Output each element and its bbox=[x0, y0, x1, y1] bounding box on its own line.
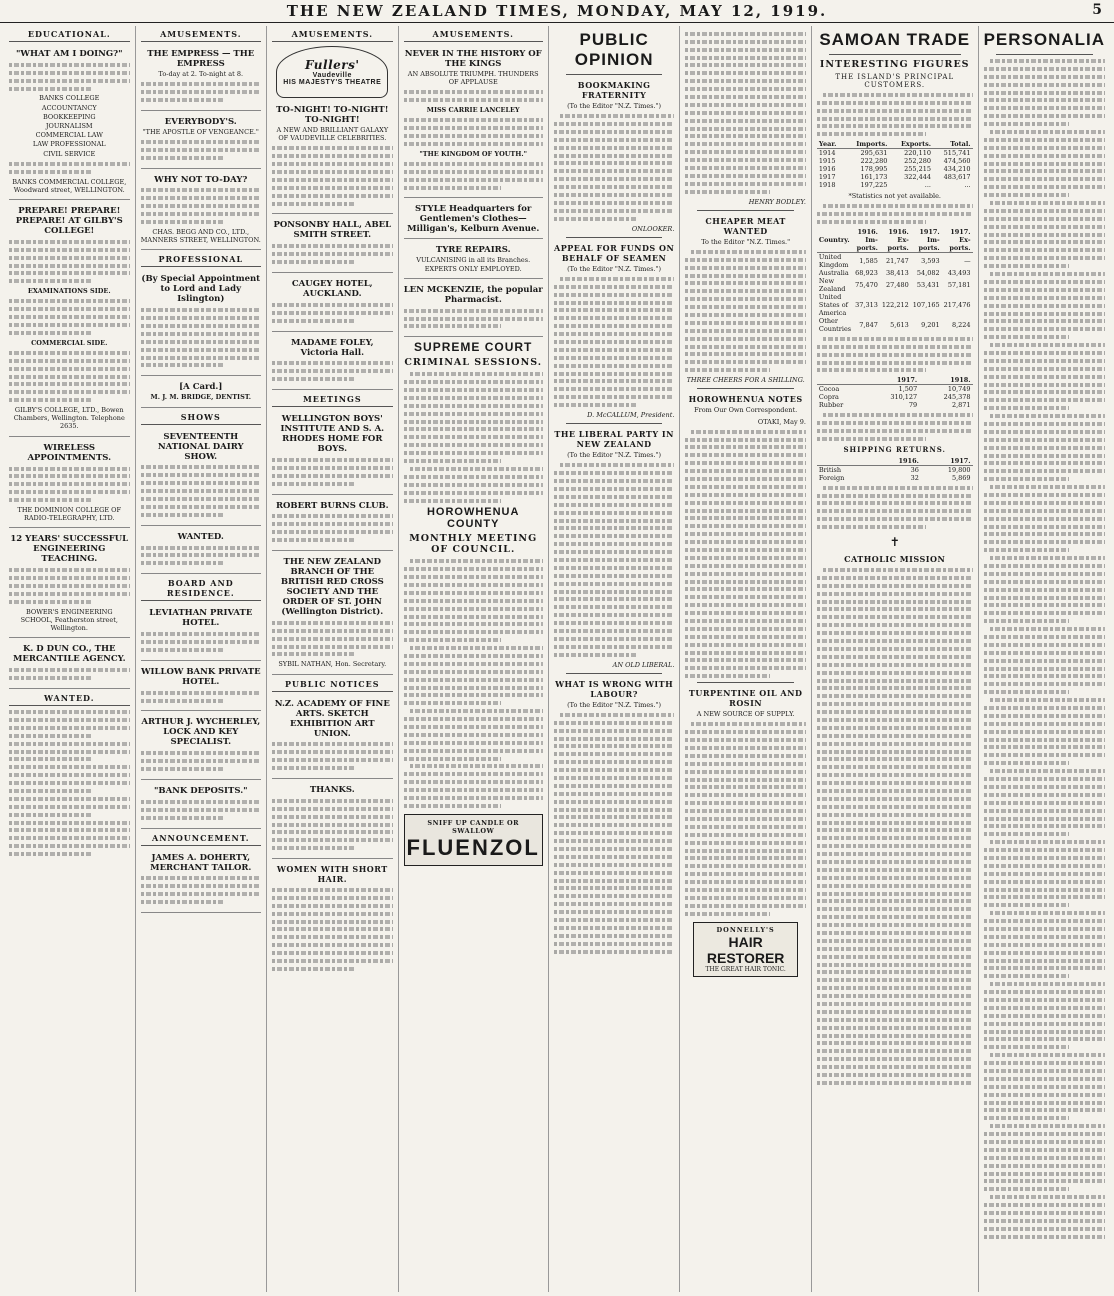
table-header bbox=[817, 376, 866, 385]
ad-madame-foley bbox=[272, 335, 393, 391]
table-cell: 38,413 bbox=[886, 269, 909, 277]
table-row bbox=[817, 181, 973, 189]
table-cell: 19,800 bbox=[947, 465, 971, 474]
section-header-amusements: AMUSEMENTS. bbox=[404, 28, 543, 42]
section-header-amusements: AMUSEMENTS. bbox=[141, 28, 262, 42]
table-row bbox=[817, 149, 973, 158]
page-number: 5 bbox=[1092, 2, 1102, 18]
ad-footer: THE DOMINION COLLEGE OF RADIO-TELEGRAPHY, LTD. bbox=[17, 506, 121, 523]
table-cell: 217,476 bbox=[943, 301, 971, 309]
donnelly-hair-restorer-ad bbox=[693, 922, 798, 977]
ad-heading: THANKS. bbox=[309, 785, 355, 796]
table-cell: 3,593 bbox=[921, 257, 940, 265]
shipping-returns-heading: SHIPPING RETURNS. bbox=[843, 444, 946, 454]
ad-heading: TYRE REPAIRS. bbox=[435, 245, 511, 256]
samoan-trade-article bbox=[817, 486, 973, 529]
table-row bbox=[817, 157, 973, 165]
table-cell: ... bbox=[924, 181, 931, 190]
ad-everybodys bbox=[141, 114, 262, 169]
table-header: 1918. bbox=[919, 376, 972, 385]
letter-address: To the Editor "N.Z. Times." bbox=[701, 237, 791, 246]
ad-footer: BANKS COMMERCIAL COLLEGE, Woodward street, WELLINGTON. bbox=[12, 177, 127, 194]
ad-heading: PREPARE! PREPARE! PREPARE! AT GILBY'S COLLEGE! bbox=[15, 205, 123, 236]
page-columns bbox=[4, 26, 1110, 1292]
table-cell: Copra bbox=[818, 393, 839, 402]
cross-icon: ✝ bbox=[889, 535, 900, 550]
letter-address: (To the Editor "N.Z. Times.") bbox=[567, 700, 662, 709]
county-council-article bbox=[404, 559, 543, 808]
ad-text: M. J. M. BRIDGE, DENTIST. bbox=[150, 393, 252, 402]
samoan-trade-heading: SAMOAN TRADE bbox=[819, 30, 971, 49]
samoan-trade-article bbox=[817, 337, 973, 373]
section-header-educational: EDUCATIONAL. bbox=[9, 28, 130, 42]
ad-kings-theatre bbox=[404, 46, 543, 198]
letter-signature: HENRY BODLEY. bbox=[748, 197, 806, 206]
ad-footer: CHAS. BEGG AND CO., LTD., MANNERS STREET, WELLINGTON. bbox=[140, 227, 261, 245]
letter-signature: ONLOOKER. bbox=[631, 224, 675, 233]
ad-heading: [A Card.] bbox=[179, 382, 223, 393]
table-cell: Foreign bbox=[818, 473, 845, 482]
article-heading: CHEAPER MEAT WANTED bbox=[705, 215, 786, 236]
ad-red-cross bbox=[272, 554, 393, 675]
article-heading: WOMEN WITH SHORT HAIR. bbox=[276, 864, 388, 885]
ad-line: ACCOUNTANCY bbox=[41, 103, 97, 112]
table-cell: 9,201 bbox=[921, 321, 940, 329]
donnelly-tagline: THE GREAT HAIR TONIC. bbox=[705, 965, 786, 973]
ad-heading: LEN MCKENZIE, the popular Pharmacist. bbox=[403, 284, 543, 305]
table-cell: 245,378 bbox=[943, 393, 971, 402]
table-cell: 53,431 bbox=[916, 281, 940, 289]
letter-cheaper-meat bbox=[685, 238, 806, 385]
ad-text: MISS CARRIE LANCELEY bbox=[426, 106, 520, 115]
ad-thanks bbox=[272, 782, 393, 859]
table-header: Total. bbox=[933, 140, 973, 149]
article-body bbox=[272, 888, 393, 971]
logo-line: HIS MAJESTY'S THEATRE bbox=[283, 79, 382, 86]
table-cell: 107,165 bbox=[912, 301, 940, 309]
table-row bbox=[817, 393, 973, 401]
ad-heading: JAMES A. DOHERTY, MERCHANT TAILOR. bbox=[150, 852, 252, 873]
ad-heading: THE NEW ZEALAND BRANCH OF THE BRITISH RED CROSS SOCIETY AND THE ORDER OF ST. JOHN (Wellington District). bbox=[280, 557, 384, 618]
personalia-heading: PERSONALIA bbox=[983, 30, 1106, 49]
ad-body-text bbox=[9, 63, 130, 91]
table-cell: ... bbox=[964, 181, 971, 190]
article-subheading: MONTHLY MEETING OF COUNCIL. bbox=[409, 533, 538, 556]
masthead bbox=[0, 0, 1114, 23]
table-cell: 5,869 bbox=[951, 473, 971, 482]
newspaper-title: THE NEW ZEALAND TIMES, MONDAY, MAY 12, 1919. bbox=[286, 2, 828, 20]
ad-line: JOURNALISM bbox=[45, 122, 93, 131]
table-header: 1917. Im-ports. bbox=[911, 228, 942, 253]
article-subheading: A NEW SOURCE OF SUPPLY. bbox=[696, 710, 795, 719]
ad-bank-deposits bbox=[141, 783, 262, 829]
ad-heading: N.Z. ACADEMY OF FINE ARTS. SKETCH EXHIBITION ART UNION. bbox=[274, 698, 390, 739]
fullers-logo bbox=[276, 46, 388, 98]
ad-wanted bbox=[141, 529, 262, 575]
table-cell: 7,847 bbox=[859, 321, 878, 329]
table-cell: 255,215 bbox=[904, 165, 931, 174]
ad-locksmith bbox=[141, 714, 262, 780]
ad-tyre-repairs bbox=[404, 242, 543, 278]
ad-milligans bbox=[404, 201, 543, 239]
table-cell: 1,507 bbox=[898, 385, 918, 394]
personalia-article bbox=[984, 59, 1105, 1239]
section-header-board: BOARD AND RESIDENCE. bbox=[141, 577, 262, 601]
ad-heading: LEVIATHAN PRIVATE HOTEL. bbox=[149, 608, 253, 629]
article-subheading: CRIMINAL SESSIONS. bbox=[404, 357, 543, 369]
ad-line: BANKS COLLEGE bbox=[39, 94, 100, 103]
samoan-trade-subheading: INTERESTING FIGURES bbox=[819, 59, 970, 70]
fluenzol-tagline: SNIFF UP CANDLE OR SWALLOW bbox=[427, 818, 520, 835]
letter-address: (To the Editor "N.Z. Times.") bbox=[567, 451, 662, 460]
section-header-shows: SHOWS bbox=[141, 411, 262, 425]
ad-vaudeville bbox=[272, 102, 393, 214]
ad-text: VULCANISING in all its Branches. EXPERTS ONLY EMPLOYED. bbox=[416, 256, 531, 273]
ad-mercantile-agency bbox=[9, 641, 130, 689]
table-header: Exports. bbox=[889, 140, 933, 149]
table-row bbox=[817, 474, 973, 482]
table-header: 1916. Im-ports. bbox=[853, 228, 880, 253]
table-cell: 1914 bbox=[818, 149, 836, 158]
table-row bbox=[817, 317, 973, 333]
ad-heading: EVERYBODY'S. bbox=[164, 116, 237, 127]
table-note: *Statistics not yet available. bbox=[848, 192, 941, 201]
column-amusements-court bbox=[399, 26, 549, 1292]
ad-heading: MADAME FOLEY, Victoria Hall. bbox=[290, 337, 374, 358]
table-cell: 54,082 bbox=[916, 269, 940, 277]
table-cell: 434,210 bbox=[943, 165, 971, 174]
ad-boys-institute bbox=[272, 411, 393, 494]
article-heading: APPEAL FOR FUNDS ON BEHALF OF SEAMEN bbox=[553, 242, 675, 263]
ad-text: "THE APOSTLE OF VENGEANCE." bbox=[142, 127, 259, 136]
fluenzol-advertisement bbox=[404, 814, 543, 866]
table-cell: 36 bbox=[910, 465, 919, 474]
table-row bbox=[817, 465, 973, 474]
table-cell: 310,127 bbox=[890, 393, 918, 402]
samoan-trade-article bbox=[817, 93, 973, 136]
ad-heading: ROBERT BURNS CLUB. bbox=[275, 500, 389, 511]
ad-gilbys-college bbox=[9, 203, 130, 437]
table-cell: 295,631 bbox=[860, 149, 888, 158]
article-dateline: OTAKI, May 9. bbox=[757, 417, 806, 426]
fluenzol-brand: FLUENZOL bbox=[406, 834, 540, 860]
ad-caugey-hotel bbox=[272, 276, 393, 332]
table-cell: 1916 bbox=[818, 165, 836, 174]
donnelly-top: DONNELLY'S bbox=[716, 925, 775, 934]
article-heading: HOROWHENUA NOTES bbox=[688, 394, 803, 405]
table-header: 1917. bbox=[921, 457, 973, 466]
table-cell: Cocoa bbox=[818, 385, 840, 394]
logo-line: Vaudeville bbox=[312, 72, 352, 79]
donnelly-name: HAIR RESTORER bbox=[706, 933, 785, 966]
letter-seamen bbox=[554, 265, 675, 419]
ad-ponsonby-hall bbox=[272, 217, 393, 273]
table-cell: 1915 bbox=[818, 157, 836, 166]
table-cell: 37,313 bbox=[855, 301, 878, 309]
ad-heading: ARTHUR J. WYCHERLEY, LOCK AND KEY SPECIALIST. bbox=[141, 717, 261, 748]
table-row bbox=[817, 253, 973, 270]
ad-willow-bank bbox=[141, 664, 262, 712]
table-cell: 1918 bbox=[818, 181, 836, 190]
table-cell: 161,173 bbox=[860, 173, 888, 182]
wanted-classifieds bbox=[9, 710, 130, 856]
samoan-trade-article bbox=[817, 204, 973, 224]
table-cell: 68,923 bbox=[855, 269, 878, 277]
letter-address: (To the Editor "N.Z. Times.") bbox=[567, 264, 662, 273]
table-cell: Australia bbox=[818, 269, 849, 277]
letter-signature: AN OLD LIBERAL. bbox=[612, 660, 675, 669]
ad-heading: WILLOW BANK PRIVATE HOTEL. bbox=[140, 666, 261, 687]
ad-doherty bbox=[141, 850, 262, 913]
trade-table-countries bbox=[817, 228, 973, 333]
horowhenua-county-heading: HOROWHENUA COUNTY bbox=[426, 506, 520, 531]
trade-table-yearly bbox=[817, 140, 973, 189]
public-opinion-heading: PUBLIC OPINION bbox=[574, 30, 654, 69]
table-row bbox=[817, 293, 973, 317]
ad-engineering bbox=[9, 531, 130, 638]
table-cell: 8,224 bbox=[951, 321, 971, 329]
article-horowhenua-notes bbox=[685, 406, 806, 678]
column-amusements-professional bbox=[136, 26, 268, 1292]
section-header-public-notices: PUBLIC NOTICES bbox=[272, 678, 393, 692]
table-row bbox=[817, 401, 973, 409]
ad-heading: WANTED. bbox=[177, 531, 224, 542]
ad-line: COMMERCIAL LAW bbox=[35, 131, 103, 140]
ad-heading: WELLINGTON BOYS' INSTITUTE AND S. A. RHODES HOME FOR BOYS. bbox=[280, 414, 385, 455]
table-cell: British bbox=[818, 465, 842, 474]
ad-dairy-show bbox=[141, 429, 262, 526]
table-header: 1916. Ex-ports. bbox=[880, 228, 911, 253]
ad-line: LAW PROFESSIONAL bbox=[32, 140, 106, 149]
ad-empress bbox=[141, 46, 262, 111]
table-cell: 197,225 bbox=[860, 181, 888, 190]
trade-table-shipping bbox=[817, 457, 973, 482]
ad-special-appointment bbox=[141, 271, 262, 376]
ad-text: A NEW AND BRILLIANT GALAXY OF VAUDEVILLE CELEBRITIES. bbox=[276, 126, 389, 143]
samoan-trade-article bbox=[817, 413, 973, 441]
ad-line: BOOKKEEPING bbox=[42, 112, 96, 121]
ad-heading: TO-NIGHT! TO-NIGHT! TO-NIGHT! bbox=[276, 105, 389, 125]
ad-heading: (By Special Appointment to Lord and Lady Islington) bbox=[141, 274, 261, 305]
table-cell: 57,181 bbox=[947, 281, 971, 289]
table-cell: 322,444 bbox=[904, 173, 931, 182]
table-cell: 515,741 bbox=[943, 149, 971, 158]
section-header-professional: PROFESSIONAL bbox=[141, 253, 262, 267]
table-row bbox=[817, 277, 973, 293]
table-header: Country. bbox=[817, 228, 853, 253]
table-cell: 178,995 bbox=[860, 165, 888, 174]
article-heading: CATHOLIC MISSION bbox=[844, 554, 946, 565]
table-cell: 483,617 bbox=[943, 173, 971, 182]
ad-len-mckenzie bbox=[404, 282, 543, 338]
ad-heading: PONSONBY HALL, ABEL SMITH STREET. bbox=[273, 220, 392, 241]
table-cell: 220,110 bbox=[904, 149, 931, 158]
column-letters-notes bbox=[680, 26, 812, 1292]
article-heading: THE LIBERAL PARTY IN NEW ZEALAND bbox=[554, 429, 674, 450]
table-header: 1917. Ex-ports. bbox=[942, 228, 973, 253]
ad-dentist bbox=[141, 379, 262, 407]
table-header: Year. bbox=[817, 140, 845, 149]
table-cell: United States of America bbox=[818, 293, 849, 317]
column-personalia bbox=[979, 26, 1110, 1292]
table-cell: 10,749 bbox=[947, 385, 971, 394]
ad-heading: THE EMPRESS — THE EMPRESS bbox=[147, 49, 255, 69]
section-header-wanted: WANTED. bbox=[9, 692, 130, 706]
table-cell: 79 bbox=[908, 401, 918, 410]
table-cell: 75,470 bbox=[855, 281, 878, 289]
ad-heading: "BANK DEPOSITS." bbox=[153, 785, 248, 796]
table-cell: 21,747 bbox=[886, 257, 909, 265]
ad-heading: STYLE Headquarters for Gentlemen's Clothes—Milligan's, Kelburn Avenue. bbox=[407, 204, 540, 235]
trade-table-exports bbox=[817, 376, 973, 409]
ad-footer: GILBY'S COLLEGE, LTD., Bowen Chambers, Wellington. Telephone 2635. bbox=[13, 406, 125, 431]
column-amusements-meetings bbox=[267, 26, 399, 1292]
column-samoan-trade bbox=[812, 26, 979, 1292]
catholic-mission-article bbox=[817, 568, 973, 1085]
column-educational bbox=[4, 26, 136, 1292]
table-cell: New Zealand bbox=[818, 277, 846, 293]
table-header: 1916. bbox=[874, 457, 921, 466]
article-byline: From Our Own Correspondent. bbox=[694, 406, 798, 415]
article-heading: WHAT IS WRONG WITH LABOUR? bbox=[555, 678, 674, 699]
table-cell: Other Countries bbox=[818, 317, 852, 333]
article-heading: TURPENTINE OIL AND ROSIN bbox=[688, 688, 803, 709]
column-public-opinion bbox=[549, 26, 681, 1292]
letter-liberal-party bbox=[554, 451, 675, 669]
letter-labour bbox=[554, 701, 675, 954]
table-row bbox=[817, 165, 973, 173]
ad-heading: "WHAT AM I DOING?" bbox=[16, 49, 123, 59]
section-header-meetings: MEETINGS bbox=[272, 393, 393, 407]
samoan-trade-subheading-2: THE ISLAND'S PRINCIPAL CUSTOMERS. bbox=[835, 73, 955, 89]
letter-signature: D. McCALLUM, President. bbox=[587, 411, 675, 419]
ad-heading: NEVER IN THE HISTORY OF THE KINGS bbox=[404, 49, 542, 69]
table-row bbox=[817, 173, 973, 181]
table-cell: 222,280 bbox=[860, 157, 888, 166]
table-cell: Rubber bbox=[818, 401, 844, 410]
table-cell: 122,212 bbox=[881, 301, 909, 309]
table-row bbox=[817, 269, 973, 277]
supreme-court-article bbox=[404, 372, 543, 502]
table-cell: 1917 bbox=[818, 173, 836, 182]
table-cell: 32 bbox=[910, 473, 919, 482]
logo-script: Fullers' bbox=[305, 58, 360, 72]
ad-academy-fine-arts bbox=[272, 696, 393, 779]
ad-leviathan bbox=[141, 605, 262, 661]
ad-text: To-day at 2. To-night at 8. bbox=[158, 70, 244, 78]
ad-text: AN ABSOLUTE TRIUMPH. THUNDERS OF APPLAUSE bbox=[407, 70, 539, 87]
ad-heading: CAUGEY HOTEL, AUCKLAND. bbox=[291, 278, 373, 299]
table-header: 1917. bbox=[866, 376, 919, 385]
ad-heading: K. D DUN CO., THE MERCANTILE AGENCY. bbox=[12, 644, 126, 665]
ad-heading: 12 YEARS' SUCCESSFUL ENGINEERING TEACHING. bbox=[10, 534, 129, 565]
letter-address: (To the Editor "N.Z. Times.") bbox=[567, 102, 662, 110]
ad-heading: SEVENTEENTH NATIONAL DAIRY SHOW. bbox=[157, 431, 244, 462]
table-cell: 43,493 bbox=[947, 269, 971, 277]
section-header-announcement: ANNOUNCEMENT. bbox=[141, 832, 262, 846]
ad-footer: BOWER'S ENGINEERING SCHOOL, Featherston street, Wellington. bbox=[20, 607, 118, 633]
ad-chas-begg bbox=[141, 172, 262, 251]
table-cell: 1,585 bbox=[859, 257, 878, 265]
ad-wireless bbox=[9, 440, 130, 529]
letter-bookmaking bbox=[554, 102, 675, 233]
article-turpentine bbox=[685, 710, 806, 915]
ad-text: "THE KINGDOM OF YOUTH." bbox=[419, 149, 528, 158]
section-header-amusements: AMUSEMENTS. bbox=[272, 28, 393, 42]
table-header bbox=[817, 457, 874, 466]
ad-heading: WIRELESS APPOINTMENTS. bbox=[27, 442, 112, 463]
letter-signature: THREE CHEERS FOR A SHILLING. bbox=[686, 376, 805, 385]
table-row bbox=[817, 385, 973, 394]
table-cell: 5,613 bbox=[890, 321, 909, 329]
table-cell: 27,480 bbox=[886, 281, 909, 289]
ad-line: CIVIL SERVICE bbox=[43, 149, 96, 158]
letter-continued bbox=[685, 32, 806, 206]
ad-subheading: COMMERCIAL SIDE. bbox=[31, 338, 108, 347]
ad-banks-college bbox=[9, 46, 130, 200]
table-cell: 2,871 bbox=[951, 401, 971, 410]
article-heading: BOOKMAKING FRATERNITY bbox=[577, 80, 651, 100]
ad-signature: SYBIL NATHAN, Hon. Secretary. bbox=[278, 660, 387, 669]
table-cell: 252,280 bbox=[904, 157, 931, 166]
ad-heading: WHY NOT TO-DAY? bbox=[154, 174, 248, 185]
table-cell: 474,560 bbox=[943, 157, 971, 166]
table-header: Imports. bbox=[844, 140, 889, 149]
table-cell: United Kingdom bbox=[818, 253, 849, 269]
ad-subheading: EXAMINATIONS SIDE. bbox=[27, 287, 111, 296]
supreme-court-heading: SUPREME COURT bbox=[414, 340, 533, 355]
ad-robert-burns-club bbox=[272, 498, 393, 551]
table-cell: — bbox=[964, 257, 971, 265]
